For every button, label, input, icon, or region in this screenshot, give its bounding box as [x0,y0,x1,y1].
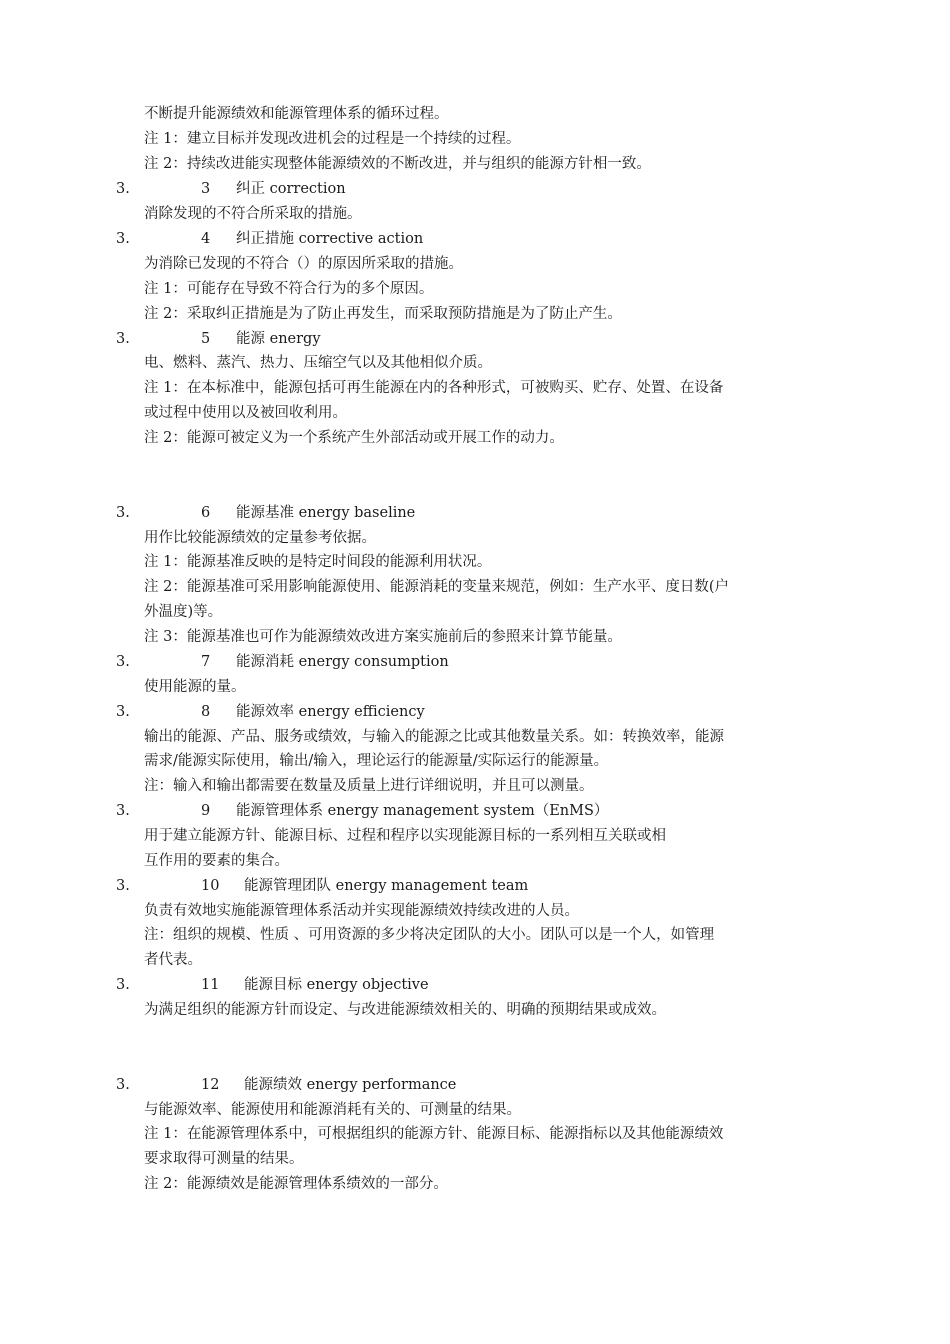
note-text: 外温度)等。 [144,604,223,620]
section-title: 能源管理团队 energy management team [244,878,529,894]
note-text: 注 1：能源基准反映的是特定时间段的能源利用状况。 [144,554,492,570]
definition-text: 使用能源的量。 [144,679,246,695]
note-text: 注 2：采取纠正措施是为了防止再发生，而采取预防措施是为了防止产生。 [144,306,622,322]
definition-text: 电、燃料、蒸汽、热力、压缩空气以及其他相似介质。 [144,355,492,371]
note-text: 注 1：在本标准中，能源包括可再生能源在内的各种形式，可被购买、贮存、处置、在设备 [144,380,724,396]
section-subnumber: 12 [201,1077,220,1093]
section-title: 能源 energy [236,331,321,347]
paragraph-text: 不断提升能源绩效和能源管理体系的循环过程。 [144,106,449,122]
note-text: 注 2：持续改进能实现整体能源绩效的不断改进，并与组织的能源方针相一致。 [144,156,651,172]
definition-text: 输出的能源、产品、服务或绩效，与输入的能源之比或其他数量关系。如：转换效率，能源 [144,729,724,745]
section-title: 能源基准 energy baseline [236,505,416,521]
note-text: 注：组织的规模、性质 、可用资源的多少将决定团队的大小。团队可以是一个人，如管理 [144,927,715,943]
definition-text: 消除发现的不符合所采取的措施。 [144,206,362,222]
section-number: 3. [116,704,130,720]
note-text: 要求取得可测量的结果。 [144,1151,304,1167]
section-title: 能源管理体系 energy management system（EnMS） [236,803,609,819]
note-text: 注 1：建立目标并发现改进机会的过程是一个持续的过程。 [144,131,521,147]
section-number: 3. [116,803,130,819]
definition-text: 为满足组织的能源方针而设定、与改进能源绩效相关的、明确的预期结果或成效。 [144,1002,666,1018]
section-subnumber: 4 [201,231,211,247]
section-title: 能源目标 energy objective [244,977,429,993]
definition-text: 需求/能源实际使用，输出/输入，理论运行的能源量/实际运行的能源量。 [144,753,609,769]
note-text: 或过程中使用以及被回收利用。 [144,405,347,421]
note-text: 注 3：能源基准也可作为能源绩效改进方案实施前后的参照来计算节能量。 [144,629,622,645]
note-text: 注 1：在能源管理体系中，可根据组织的能源方针、能源目标、能源指标以及其他能源绩效 [144,1126,724,1142]
section-number: 3. [116,505,130,521]
note-text: 注 2：能源绩效是能源管理体系绩效的一部分。 [144,1176,448,1192]
definition-text: 与能源效率、能源使用和能源消耗有关的、可测量的结果。 [144,1102,521,1118]
definition-text: 用于建立能源方针、能源目标、过程和程序以实现能源目标的一系列相互关联或相 [144,828,666,844]
section-title: 能源消耗 energy consumption [236,654,449,670]
section-subnumber: 6 [201,505,211,521]
section-subnumber: 8 [201,704,211,720]
section-title: 能源绩效 energy performance [244,1077,457,1093]
section-number: 3. [116,231,130,247]
section-subnumber: 9 [201,803,211,819]
section-subnumber: 10 [201,878,220,894]
definition-text: 用作比较能源绩效的定量参考依据。 [144,530,376,546]
section-title: 纠正 correction [236,181,346,197]
section-number: 3. [116,331,130,347]
definition-text: 负责有效地实施能源管理体系活动并实现能源绩效持续改进的人员。 [144,903,579,919]
definition-text: 互作用的要素的集合。 [144,853,289,869]
note-text: 注：输入和输出都需要在数量及质量上进行详细说明，并且可以测量。 [144,778,594,794]
section-number: 3. [116,1077,130,1093]
section-number: 3. [116,654,130,670]
section-title: 能源效率 energy efficiency [236,704,425,720]
note-text: 者代表。 [144,952,202,968]
section-subnumber: 7 [201,654,211,670]
section-subnumber: 11 [201,977,220,993]
note-text: 注 2：能源可被定义为一个系统产生外部活动或开展工作的动力。 [144,430,564,446]
definition-text: 为消除已发现的不符合（）的原因所采取的措施。 [144,256,463,272]
note-text: 注 1：可能存在导致不符合行为的多个原因。 [144,281,434,297]
note-text: 注 2：能源基准可采用影响能源使用、能源消耗的变量来规范，例如：生产水平、度日数(户 [144,579,729,595]
section-number: 3. [116,181,130,197]
section-number: 3. [116,878,130,894]
section-number: 3. [116,977,130,993]
section-subnumber: 5 [201,331,211,347]
section-title: 纠正措施 corrective action [236,231,424,247]
section-subnumber: 3 [201,181,211,197]
